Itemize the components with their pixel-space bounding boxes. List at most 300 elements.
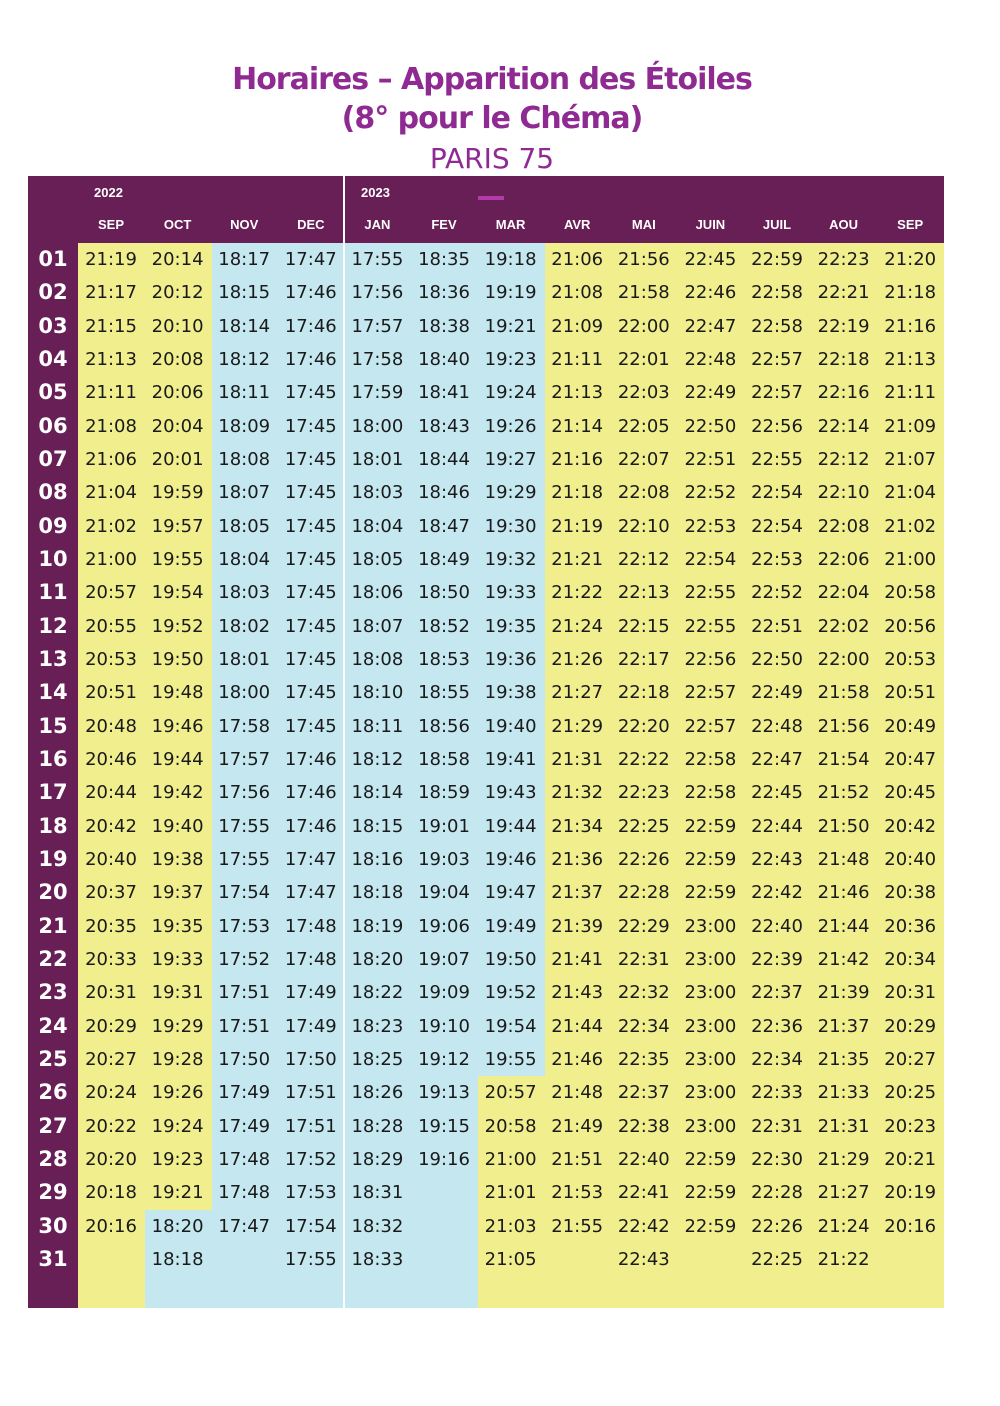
time-cell: 17:45 [284,715,337,737]
time-cell: 18:01 [351,448,404,470]
time-cell: 21:58 [617,282,670,304]
time-cell: 20:42 [884,815,937,837]
time-cell: 17:49 [284,1015,337,1037]
time-cell: 19:46 [151,715,204,737]
day-label: 30 [38,1213,68,1238]
time-cell: 21:53 [551,1182,604,1204]
time-cell: 17:58 [218,715,271,737]
time-cell: 21:35 [817,1048,870,1070]
month-header-juil: JUIL [762,217,792,232]
month-header-avr: AVR [563,217,591,232]
time-cell: 22:38 [617,1115,670,1137]
time-cell: 19:33 [484,582,537,604]
time-cell: 18:16 [351,848,404,870]
day-label: 12 [38,613,68,638]
day-label: 07 [38,446,68,471]
time-cell: 20:12 [151,282,204,304]
time-cell: 19:18 [484,249,537,270]
time-cell: 21:43 [551,982,604,1004]
time-cell: 22:12 [817,448,870,470]
time-cell: 22:07 [617,448,670,470]
time-cell: 21:09 [884,415,937,437]
time-cell: 22:58 [684,748,737,770]
time-cell: 18:47 [418,515,470,537]
time-cell: 22:57 [751,382,803,404]
time-cell: 19:48 [151,682,204,704]
time-cell: 18:04 [218,548,271,570]
time-cell: 22:02 [817,615,870,637]
time-cell: 19:29 [484,482,537,504]
time-cell: 21:07 [884,448,937,470]
time-cell: 20:44 [85,782,137,804]
time-cell: 21:39 [817,982,870,1004]
time-cell: 20:55 [85,615,137,637]
time-cell: 22:34 [617,1015,670,1037]
time-cell: 22:18 [617,682,670,704]
time-cell: 22:03 [617,382,670,404]
time-cell: 19:03 [418,848,470,870]
time-cell: 22:23 [817,249,870,270]
time-cell: 20:42 [85,815,137,837]
time-cell: 22:58 [751,315,803,337]
time-cell: 20:27 [884,1048,937,1070]
time-cell: 19:46 [484,848,537,870]
time-cell: 18:43 [418,415,470,437]
time-cell: 20:37 [85,882,137,904]
time-cell: 18:01 [218,648,271,670]
time-cell: 22:57 [751,348,803,370]
time-cell: 22:52 [684,482,737,504]
time-cell: 21:11 [884,382,937,404]
time-cell: 22:39 [751,948,803,970]
time-cell: 21:33 [817,1082,870,1104]
time-cell: 19:50 [151,648,204,670]
time-cell: 20:57 [484,1082,537,1104]
time-cell: 21:01 [484,1182,537,1204]
month-header-dec: DEC [297,217,325,232]
time-cell: 18:00 [351,415,404,437]
time-cell: 20:40 [884,848,937,870]
time-cell: 21:49 [551,1115,604,1137]
time-cell: 20:24 [85,1082,137,1104]
time-cell: 22:25 [617,815,670,837]
time-cell: 20:04 [151,415,204,437]
time-cell: 18:19 [351,915,404,937]
time-cell: 19:23 [151,1148,204,1170]
time-cell: 22:54 [684,548,737,570]
time-cell: 17:52 [218,948,271,970]
time-cell: 21:41 [551,948,604,970]
time-cell: 19:40 [151,815,204,837]
time-cell: 22:41 [617,1182,670,1204]
time-cell: 22:22 [617,748,670,770]
time-cell: 21:29 [817,1148,870,1170]
time-cell: 17:46 [284,748,337,770]
time-cell: 19:38 [151,848,204,870]
time-cell: 21:27 [551,682,604,704]
time-cell: 21:06 [85,448,137,470]
time-cell: 21:44 [817,915,870,937]
time-cell: 19:09 [418,982,470,1004]
month-header-nov: NOV [230,217,259,232]
time-cell: 18:59 [418,782,470,804]
day-label: 08 [38,480,68,505]
time-cell: 21:14 [551,415,604,437]
time-cell: 18:22 [351,982,404,1004]
time-cell: 22:59 [751,249,803,270]
year-label-2023: 2023 [361,185,390,200]
time-cell: 21:31 [551,748,604,770]
time-cell: 18:10 [351,682,404,704]
time-cell: 18:05 [218,515,271,537]
day-label: 18 [38,813,68,838]
time-cell: 19:21 [151,1182,204,1204]
time-cell: 21:06 [551,249,604,270]
time-cell: 17:56 [218,782,271,804]
time-cell: 20:47 [884,748,937,770]
time-cell: 17:47 [284,848,337,870]
time-cell: 22:55 [684,615,737,637]
time-cell: 17:51 [218,1015,271,1037]
time-cell: 21:24 [551,615,604,637]
time-cell: 22:57 [684,715,737,737]
time-cell: 21:37 [551,882,604,904]
time-cell: 21:36 [551,848,604,870]
time-cell: 20:23 [884,1115,937,1137]
time-cell: 21:18 [551,482,604,504]
time-cell: 18:12 [351,748,404,770]
time-cell: 20:51 [85,682,137,704]
day-label: 17 [38,780,68,805]
time-cell: 18:05 [351,548,404,570]
time-cell: 22:08 [817,515,870,537]
time-cell: 23:00 [684,982,737,1004]
time-cell: 21:16 [884,315,937,337]
time-cell: 21:13 [884,348,937,370]
day-label: 02 [38,280,68,305]
time-cell: 22:59 [684,1182,737,1204]
time-cell: 22:14 [817,415,870,437]
time-cell: 18:04 [351,515,404,537]
time-cell: 22:56 [684,648,737,670]
time-cell: 19:26 [151,1082,204,1104]
day-label: 11 [38,580,68,605]
time-cell: 22:25 [751,1248,803,1270]
time-cell: 19:31 [151,982,204,1004]
time-cell: 18:52 [418,615,470,637]
time-cell: 22:44 [751,815,803,837]
time-cell: 18:32 [351,1215,404,1237]
time-cell: 19:49 [484,915,537,937]
time-cell: 22:05 [617,415,670,437]
time-cell: 17:50 [284,1048,337,1070]
time-cell: 21:02 [884,515,937,537]
time-cell: 22:59 [684,1215,737,1237]
time-cell: 22:57 [684,682,737,704]
time-cell: 22:12 [617,548,670,570]
time-cell: 18:53 [418,648,470,670]
time-cell: 21:54 [817,748,870,770]
day-label: 26 [38,1080,68,1105]
time-cell: 18:36 [418,282,470,304]
time-cell: 22:54 [751,482,803,504]
time-cell: 20:08 [151,348,204,370]
time-cell: 19:24 [151,1115,204,1137]
time-cell: 20:20 [85,1148,137,1170]
time-cell: 21:20 [884,249,937,270]
time-cell: 18:14 [351,782,404,804]
time-cell: 19:50 [484,948,537,970]
time-cell: 17:45 [284,615,337,637]
time-cell: 19:21 [484,315,537,337]
time-cell: 21:22 [551,582,604,604]
time-cell: 19:47 [484,882,537,904]
time-cell: 18:56 [418,715,470,737]
time-cell: 19:07 [418,948,470,970]
time-cell: 21:13 [551,382,604,404]
day-label: 24 [38,1013,68,1038]
time-cell: 17:45 [284,448,337,470]
time-cell: 22:36 [751,1015,803,1037]
time-cell: 20:33 [85,948,137,970]
time-cell: 21:05 [484,1248,537,1270]
time-cell: 20:35 [85,915,137,937]
time-cell: 17:49 [218,1115,271,1137]
month-header-sep: SEP [97,217,124,232]
time-cell: 17:45 [284,382,337,404]
time-cell: 21:11 [85,382,137,404]
time-cell: 22:10 [617,515,670,537]
time-cell: 20:51 [884,682,937,704]
time-cell: 18:08 [351,648,404,670]
time-cell: 18:41 [418,382,470,404]
time-cell: 20:29 [85,1015,137,1037]
time-cell: 20:56 [884,615,937,637]
time-cell: 18:29 [351,1148,404,1170]
time-cell: 22:28 [617,882,670,904]
day-label: 01 [38,247,68,271]
time-cell: 20:31 [884,982,937,1004]
time-cell: 19:54 [151,582,204,604]
time-cell: 19:35 [484,615,537,637]
table-header [28,176,944,243]
time-cell: 21:00 [484,1148,537,1170]
time-cell: 19:44 [484,815,537,837]
location-title: PARIS 75 [429,142,555,175]
time-cell: 22:10 [817,482,870,504]
time-cell: 17:45 [284,648,337,670]
time-cell: 18:07 [218,482,271,504]
time-cell: 22:56 [751,415,803,437]
time-cell: 19:52 [151,615,204,637]
month-header-aou: AOU [829,217,859,232]
time-cell: 19:54 [484,1015,537,1037]
time-cell: 22:42 [751,882,803,904]
time-cell: 20:53 [85,648,137,670]
time-cell: 21:29 [551,715,604,737]
time-cell: 20:22 [85,1115,137,1137]
time-cell: 21:58 [817,682,870,704]
time-cell: 17:46 [284,348,337,370]
time-cell: 18:40 [418,348,470,370]
time-cell: 17:55 [284,1248,337,1270]
time-cell: 22:59 [684,848,737,870]
time-cell: 22:34 [751,1048,803,1070]
day-label: 13 [38,646,68,671]
time-cell: 19:06 [418,915,470,937]
day-label: 31 [38,1246,68,1271]
time-cell: 21:48 [551,1082,604,1104]
time-cell: 18:33 [351,1248,404,1270]
time-cell: 17:48 [218,1148,271,1170]
time-cell: 21:03 [484,1215,537,1237]
time-cell: 22:59 [684,882,737,904]
day-label: 23 [38,980,68,1005]
time-cell: 18:26 [351,1082,404,1104]
time-cell: 17:56 [351,282,404,304]
day-label: 05 [38,380,68,405]
time-cell: 17:47 [218,1215,271,1237]
time-cell: 22:43 [751,848,803,870]
time-cell: 21:13 [85,348,137,370]
time-cell: 23:00 [684,1048,737,1070]
time-cell: 21:09 [551,315,604,337]
time-cell: 23:00 [684,1082,737,1104]
month-header-oct: OCT [163,217,192,232]
time-cell: 22:42 [617,1215,670,1237]
time-cell: 22:28 [751,1182,803,1204]
time-cell: 18:28 [351,1115,404,1137]
time-cell: 20:27 [85,1048,137,1070]
time-cell: 22:50 [751,648,803,670]
time-cell: 22:48 [751,715,803,737]
time-cell: 22:47 [684,315,737,337]
day-label: 10 [38,546,68,571]
time-cell: 18:00 [218,682,271,704]
time-cell: 17:45 [284,548,337,570]
time-cell: 21:32 [551,782,604,804]
time-cell: 22:33 [751,1082,803,1104]
time-cell: 18:55 [418,682,470,704]
time-cell: 22:23 [617,782,670,804]
time-cell: 19:13 [418,1082,470,1104]
time-cell: 20:57 [85,582,137,604]
time-cell: 19:36 [484,648,537,670]
time-cell: 22:00 [617,315,670,337]
day-label: 25 [38,1046,68,1071]
time-cell: 22:30 [751,1148,803,1170]
time-cell: 18:15 [351,815,404,837]
day-label: 15 [38,713,68,738]
month-header-sep: SEP [897,217,924,232]
time-cell: 22:43 [617,1248,670,1270]
time-cell: 18:49 [418,548,470,570]
time-cell: 20:21 [884,1148,937,1170]
time-cell: 18:12 [218,348,271,370]
time-cell: 22:52 [751,582,803,604]
time-cell: 17:46 [284,782,337,804]
time-cell: 22:16 [817,382,870,404]
time-cell: 19:40 [484,715,537,737]
time-cell: 19:59 [151,482,204,504]
time-cell: 22:37 [751,982,803,1004]
time-cell: 19:57 [151,515,204,537]
time-cell: 17:47 [284,249,337,270]
time-cell: 22:55 [684,582,737,604]
time-cell: 20:16 [85,1215,137,1237]
time-cell: 21:48 [817,848,870,870]
time-cell: 17:51 [284,1115,337,1137]
time-cell: 21:37 [817,1015,870,1037]
time-cell: 22:21 [817,282,870,304]
time-cell: 17:45 [284,582,337,604]
time-cell: 19:44 [151,748,204,770]
time-cell: 18:15 [218,282,271,304]
time-cell: 22:40 [751,915,803,937]
time-cell: 21:04 [85,482,137,504]
time-cell: 17:54 [284,1215,337,1237]
time-cell: 18:06 [351,582,404,604]
month-header-jan: JAN [364,217,391,232]
time-cell: 18:46 [418,482,470,504]
time-cell: 22:31 [751,1115,803,1137]
time-cell: 18:25 [351,1048,404,1070]
time-cell: 18:11 [351,715,404,737]
time-cell: 17:45 [284,482,337,504]
month-header-fev: FEV [431,217,457,232]
time-cell: 18:02 [218,615,271,637]
time-cell: 22:04 [817,582,870,604]
time-cell: 22:31 [617,948,670,970]
time-cell: 18:58 [418,748,470,770]
time-cell: 22:17 [617,648,670,670]
time-cell: 17:59 [351,382,404,404]
time-cell: 22:49 [684,382,737,404]
time-cell: 20:34 [884,948,937,970]
time-cell: 22:54 [751,515,803,537]
time-cell: 22:08 [617,482,670,504]
time-cell: 23:00 [684,948,737,970]
month-header-juin: JUIN [695,217,726,232]
time-cell: 23:00 [684,1015,737,1037]
time-cell: 18:18 [151,1248,204,1270]
time-cell: 22:01 [617,348,670,370]
time-cell: 22:51 [751,615,803,637]
time-cell: 18:50 [418,582,470,604]
time-cell: 18:17 [218,249,271,270]
day-label: 22 [38,946,68,971]
time-cell: 22:59 [684,815,737,837]
time-cell: 17:50 [218,1048,271,1070]
time-cell: 17:53 [218,915,271,937]
time-cell: 17:57 [218,748,271,770]
time-cell: 20:01 [151,448,204,470]
time-cell: 19:27 [484,448,537,470]
time-cell: 21:19 [551,515,604,537]
time-cell: 21:19 [85,249,137,270]
time-cell: 21:00 [85,548,137,570]
day-label: 09 [38,513,68,538]
time-cell: 19:38 [484,682,537,704]
time-cell: 22:19 [817,315,870,337]
time-cell: 18:18 [351,882,404,904]
time-cell: 20:48 [85,715,137,737]
time-cell: 20:14 [151,249,204,270]
time-cell: 19:43 [484,782,537,804]
time-cell: 20:36 [884,915,937,937]
time-cell: 17:46 [284,315,337,337]
time-cell: 22:46 [684,282,737,304]
